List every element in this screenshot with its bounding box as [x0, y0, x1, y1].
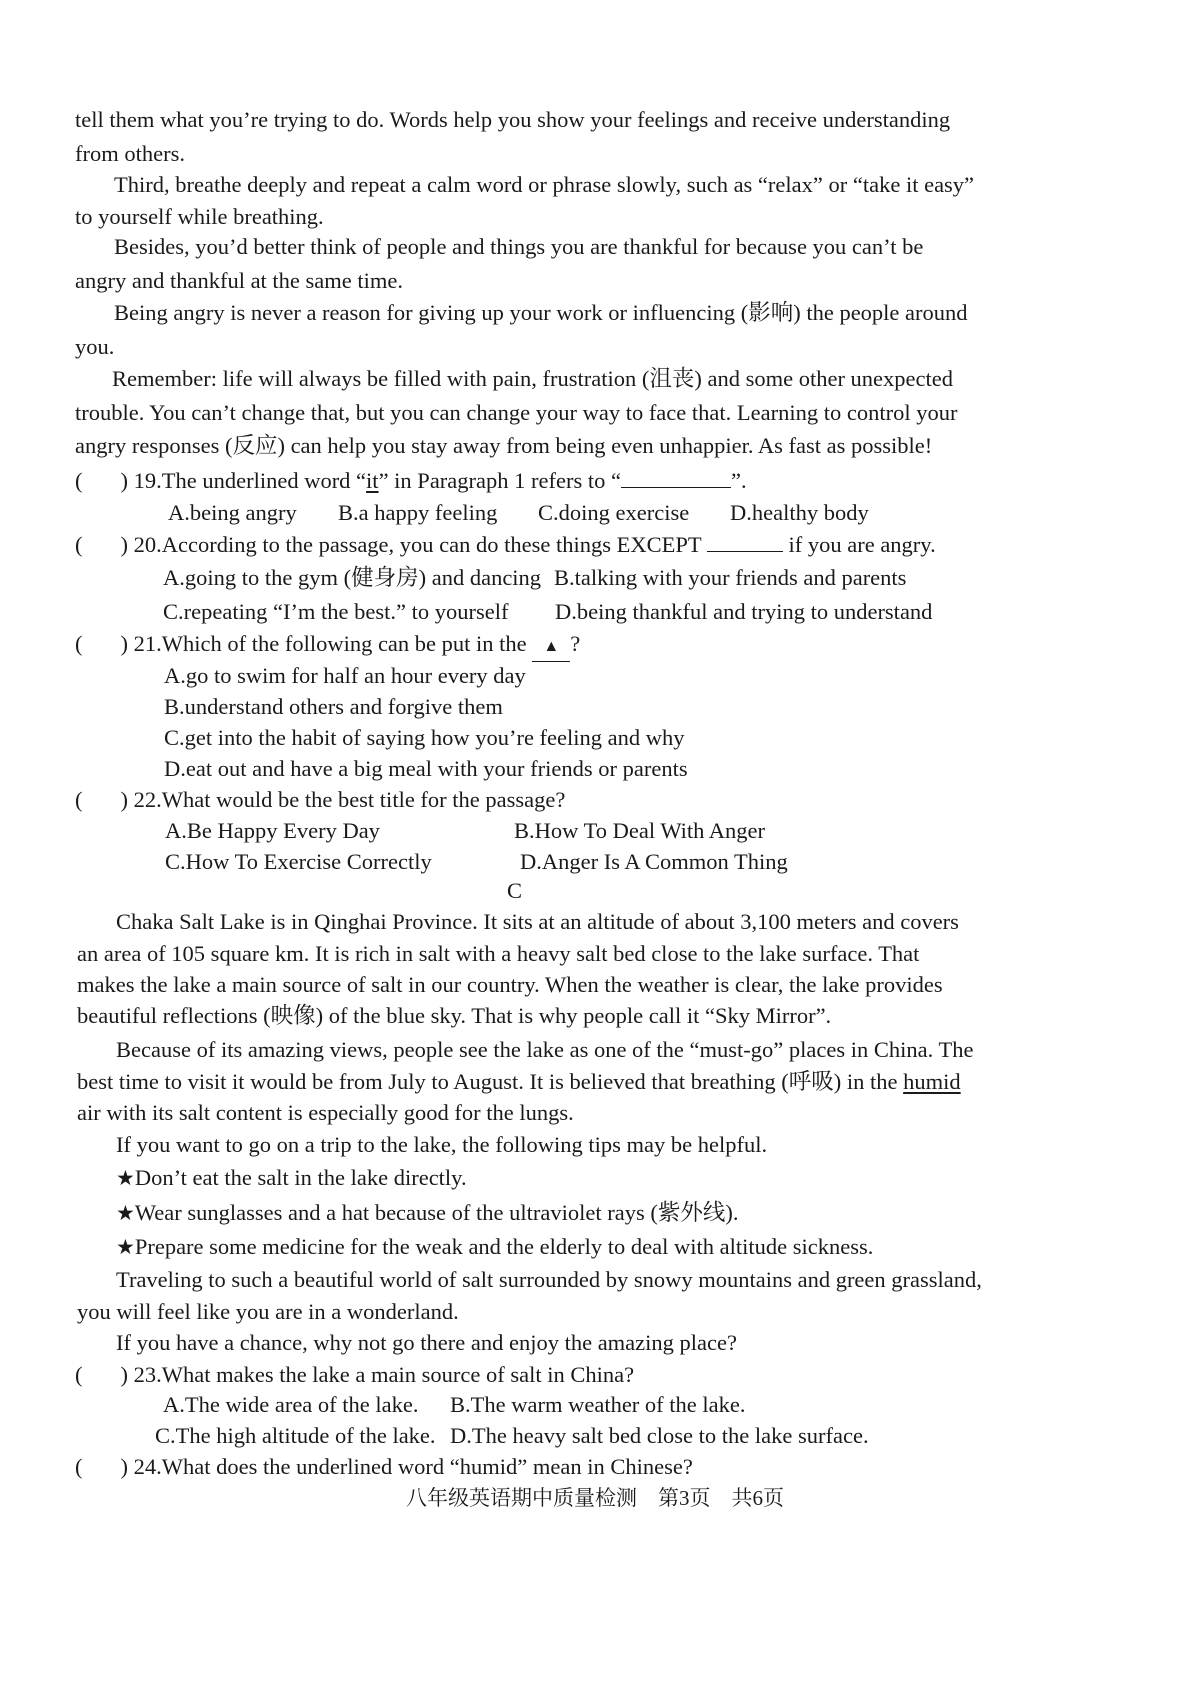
option-d: D.eat out and have a big meal with your friends or parents: [164, 756, 688, 781]
option-a: A.going to the gym (健身房) and dancing: [163, 565, 542, 590]
question-19: ( ) 19.The underlined word “it” in Paragraph 1 refers to “ ”.: [75, 468, 747, 493]
option-c: C.doing exercise: [538, 500, 690, 525]
passage-b-line: to yourself while breathing.: [75, 204, 324, 229]
question-21: ( ) 21.Which of the following can be put in the ▲ ?: [75, 630, 580, 662]
answer-paren: (: [75, 468, 83, 493]
passage-b-line: Third, breathe deeply and repeat a calm word or phrase slowly, such as “relax” or “take it easy”: [114, 172, 975, 197]
passage-c-line: best time to visit it would be from July to August. It is believed that breathing (呼吸) in the humid: [77, 1069, 961, 1094]
option-c: C.get into the habit of saying how you’re feeling and why: [164, 725, 685, 750]
option-a: A.Be Happy Every Day: [165, 818, 380, 843]
passage-b-line: Besides, you’d better think of people and things you are thankful for because you can’t be: [114, 234, 924, 259]
passage-c-line: Because of its amazing views, people see the lake as one of the “must-go” places in China. The: [116, 1037, 974, 1062]
option-b: B.How To Deal With Anger: [514, 818, 766, 843]
option-b: B.The warm weather of the lake.: [450, 1392, 746, 1417]
triangle-mark-icon: ▲: [532, 633, 570, 662]
tip-item: ★Prepare some medicine for the weak and the elderly to deal with altitude sickness.: [116, 1234, 874, 1259]
passage-b-line: Being angry is never a reason for giving up your work or influencing (影响) the people around: [114, 300, 968, 325]
option-c: C.The high altitude of the lake.: [155, 1423, 436, 1448]
answer-paren: (: [75, 631, 83, 656]
option-a: A.go to swim for half an hour every day: [164, 663, 526, 688]
option-d: D.healthy body: [730, 500, 869, 525]
passage-b-line: you.: [75, 334, 115, 359]
underlined-word: humid: [903, 1069, 961, 1094]
passage-c-line: If you want to go on a trip to the lake, the following tips may be helpful.: [116, 1132, 768, 1157]
passage-b-line: Remember: life will always be filled with pain, frustration (沮丧) and some other unexpected: [112, 366, 954, 391]
answer-paren: (: [75, 787, 83, 812]
option-c: C.How To Exercise Correctly: [165, 849, 432, 874]
tip-item: ★Wear sunglasses and a hat because of the ultraviolet rays (紫外线).: [116, 1200, 739, 1225]
passage-b-line: angry responses (反应) can help you stay away from being even unhappier. As fast as possible!: [75, 433, 933, 458]
question-20: ( ) 20.According to the passage, you can do these things EXCEPT if you are angry.: [75, 532, 936, 557]
option-a: A.The wide area of the lake.: [163, 1392, 419, 1417]
passage-c-line: Chaka Salt Lake is in Qinghai Province. It sits at an altitude of about 3,100 meters and covers: [116, 909, 959, 934]
passage-c-line: If you have a chance, why not go there and enjoy the amazing place?: [116, 1330, 737, 1355]
passage-c-line: an area of 105 square km. It is rich in salt with a heavy salt bed close to the lake surface. That: [77, 941, 920, 966]
option-d: D.The heavy salt bed close to the lake surface.: [450, 1423, 869, 1448]
star-icon: ★: [116, 1166, 135, 1190]
section-heading: C: [507, 878, 523, 903]
star-icon: ★: [116, 1235, 135, 1259]
passage-b-line: trouble. You can’t change that, but you can change your way to face that. Learning to control your: [75, 400, 958, 425]
answer-paren: (: [75, 1362, 83, 1387]
passage-c-line: Traveling to such a beautiful world of salt surrounded by snowy mountains and green grassland,: [116, 1267, 982, 1292]
option-c: C.repeating “I’m the best.” to yourself: [163, 599, 509, 624]
passage-c-line: you will feel like you are in a wonderland.: [77, 1299, 459, 1324]
question-24: ( ) 24.What does the underlined word “humid” mean in Chinese?: [75, 1454, 693, 1479]
passage-b-line: from others.: [75, 141, 185, 166]
answer-paren: (: [75, 1454, 83, 1479]
page-footer: 八年级英语期中质量检测 第3页 共6页: [406, 1486, 784, 1510]
passage-c-line: beautiful reflections (映像) of the blue sky. That is why people call it “Sky Mirror”.: [77, 1003, 832, 1028]
underlined-word: it: [366, 468, 379, 493]
option-a: A.being angry: [168, 500, 297, 525]
passage-c-line: makes the lake a main source of salt in our country. When the weather is clear, the lake provides: [77, 972, 943, 997]
question-23: ( ) 23.What makes the lake a main source of salt in China?: [75, 1362, 635, 1387]
passage-c-line: air with its salt content is especially good for the lungs.: [77, 1100, 574, 1125]
star-icon: ★: [116, 1201, 135, 1225]
question-22: ( ) 22.What would be the best title for the passage?: [75, 787, 566, 812]
fill-blank[interactable]: [621, 467, 731, 488]
option-d: D.Anger Is A Common Thing: [520, 849, 788, 874]
fill-blank[interactable]: [707, 531, 783, 552]
option-b: B.a happy feeling: [338, 500, 498, 525]
option-b: B.talking with your friends and parents: [554, 565, 907, 590]
option-d: D.being thankful and trying to understand: [555, 599, 933, 624]
tip-item: ★Don’t eat the salt in the lake directly.: [116, 1165, 467, 1190]
passage-b-line: angry and thankful at the same time.: [75, 268, 404, 293]
option-b: B.understand others and forgive them: [164, 694, 503, 719]
passage-b-line: tell them what you’re trying to do. Words help you show your feelings and receive understanding: [75, 107, 951, 132]
answer-paren: (: [75, 532, 83, 557]
